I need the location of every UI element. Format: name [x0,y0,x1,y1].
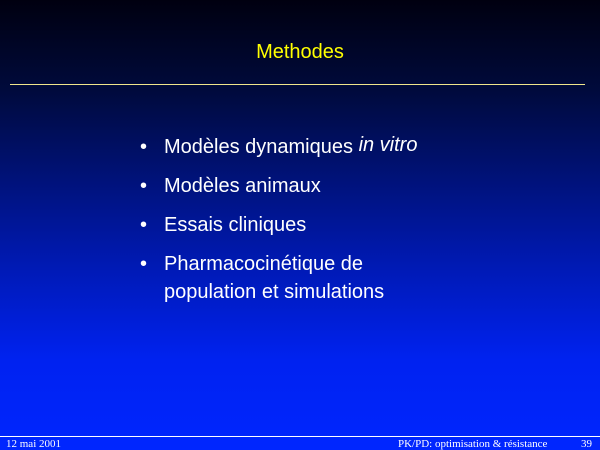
bullet-marker: • [140,175,148,197]
page-number: 39 [581,438,592,450]
slide-title: Methodes [256,41,344,63]
bullet-marker: • [140,214,148,236]
bullet-list [140,133,580,317]
footer-date: 12 mai 2001 [6,438,61,450]
footer-divider [0,436,600,437]
footer-title: PK/PD: optimisation & résistance [398,438,548,450]
bullet-marker: • [140,253,148,275]
bullet-text-line-1: Pharmacocinétique de [164,253,364,275]
bullet-italic-text: in vitro [358,134,418,156]
bullet-text: Essais cliniques [164,214,307,236]
bullet-item [140,172,580,200]
bullet-marker: • [140,136,148,158]
bullet-text: Modèles dynamiques [164,136,359,158]
bullet-text: Modèles animaux [164,175,321,197]
bullet-item [140,133,580,161]
title-divider [10,84,585,85]
bullet-item [140,211,580,239]
bullet-text-line-2: population et simulations [164,281,385,303]
bullet-item [140,250,580,306]
